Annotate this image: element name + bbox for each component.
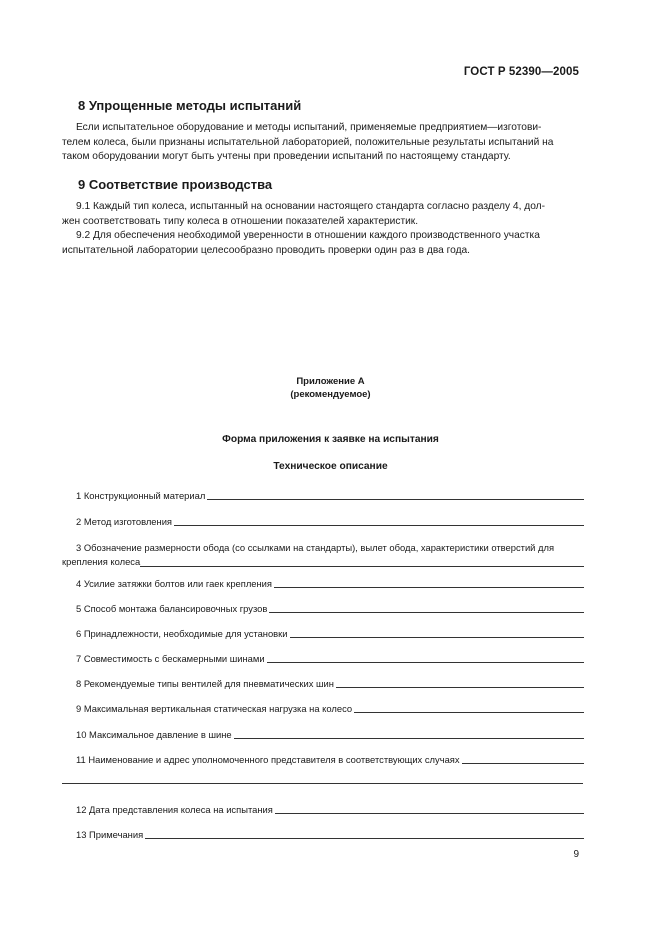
form-item-9	[76, 701, 584, 714]
form-item-6-label: 6 Принадлежности, необходимые для установки	[76, 628, 288, 639]
form-item-1-label: 1 Конструкционный материал	[76, 490, 206, 501]
form-item-3-label-line-2: крепления колеса	[62, 556, 141, 567]
annex-label: Приложение А	[296, 376, 365, 387]
section-9-text	[62, 200, 583, 258]
form-item-11	[76, 752, 584, 765]
form-item-12-label: 12 Дата представления колеса на испытания	[76, 804, 273, 815]
section-9-1-line-1: 9.1 Каждый тип колеса, испытанный на основании настоящего стандарта согласно разделу 4, дол-	[76, 201, 545, 212]
form-item-12-field[interactable]	[275, 803, 584, 814]
form-item-4-label: 4 Усилие затяжки болтов или гаек крепления	[76, 578, 272, 589]
form-item-3-label-line-1: 3 Обозначение размерности обода (со ссылками на стандарты), вылет обода, характеристики отверстий для	[76, 542, 555, 553]
form-item-8-label: 8 Рекомендуемые типы вентилей для пневматических шин	[76, 678, 334, 689]
section-9-title: 9 Соответствие производства	[78, 177, 273, 192]
form-item-3	[62, 541, 584, 569]
form-item-2-field[interactable]	[174, 515, 584, 526]
section-9-1-line-2: жен соответствовать типу колеса в отношении показателей характеристик.	[62, 215, 419, 227]
form-item-10	[76, 727, 584, 740]
form-item-7-label: 7 Совместимость с бескамерными шинами	[76, 653, 265, 664]
form-item-7	[76, 651, 584, 664]
form-item-4	[76, 576, 584, 589]
section-9-2-line-2: испытательной лаборатории целесообразно проводить проверки один раз в два года.	[62, 244, 471, 256]
form-item-13-label: 13 Примечания	[76, 829, 144, 840]
form-item-10-label: 10 Максимальное давление в шине	[76, 729, 232, 740]
section-9-2-line-1: 9.2 Для обеспечения необходимой уверенности в отношении каждого производственного участка	[76, 230, 540, 241]
form-item-10-field[interactable]	[234, 728, 584, 739]
form-item-2	[76, 514, 584, 527]
section-8-line-2: телем колеса, были признаны испытательной лабораторией, положительные результаты испытаний на	[62, 136, 554, 148]
page-number: 9	[573, 849, 579, 860]
form-item-4-field[interactable]	[274, 577, 584, 588]
form-item-11-label: 11 Наименование и адрес уполномоченного представителя в соответствующих случаях	[76, 754, 460, 765]
form-item-9-field[interactable]	[354, 702, 584, 713]
form-item-6-field[interactable]	[290, 627, 584, 638]
form-item-5-label: 5 Способ монтажа балансировочных грузов	[76, 603, 268, 614]
form-item-9-label: 9 Максимальная вертикальная статическая нагрузка на колесо	[76, 703, 353, 714]
form-item-3-field[interactable]	[140, 556, 584, 567]
form-item-5	[76, 601, 584, 614]
form-item-5-field[interactable]	[269, 602, 584, 613]
form-item-8	[76, 676, 584, 689]
form-item-11-extra-line[interactable]	[62, 783, 583, 784]
form-item-8-field[interactable]	[336, 677, 584, 688]
form-item-1-field[interactable]	[207, 489, 584, 500]
document-number: ГОСТ Р 52390—2005	[463, 66, 579, 78]
form-item-12	[76, 802, 584, 815]
form-item-6	[76, 626, 584, 639]
annex-title: Форма приложения к заявке на испытания	[222, 434, 439, 445]
form-item-7-field[interactable]	[267, 652, 584, 663]
section-8-text	[62, 121, 583, 165]
section-8-title: 8 Упрощенные методы испытаний	[78, 98, 302, 113]
section-8-line-1: Если испытательное оборудование и методы испытаний, применяемые предприятием—изготови-	[76, 122, 542, 133]
section-8-line-3: таком оборудовании могут быть учтены при проведении испытаний по настоящему стандарту.	[62, 151, 511, 162]
form-item-11-field[interactable]	[462, 753, 584, 764]
form-item-2-label: 2 Метод изготовления	[76, 516, 173, 527]
annex-status: (рекомендуемое)	[290, 389, 371, 400]
annex-subtitle: Техническое описание	[273, 461, 388, 472]
form-item-13	[76, 827, 584, 840]
form-item-13-field[interactable]	[145, 828, 584, 839]
form-item-1	[76, 488, 584, 501]
